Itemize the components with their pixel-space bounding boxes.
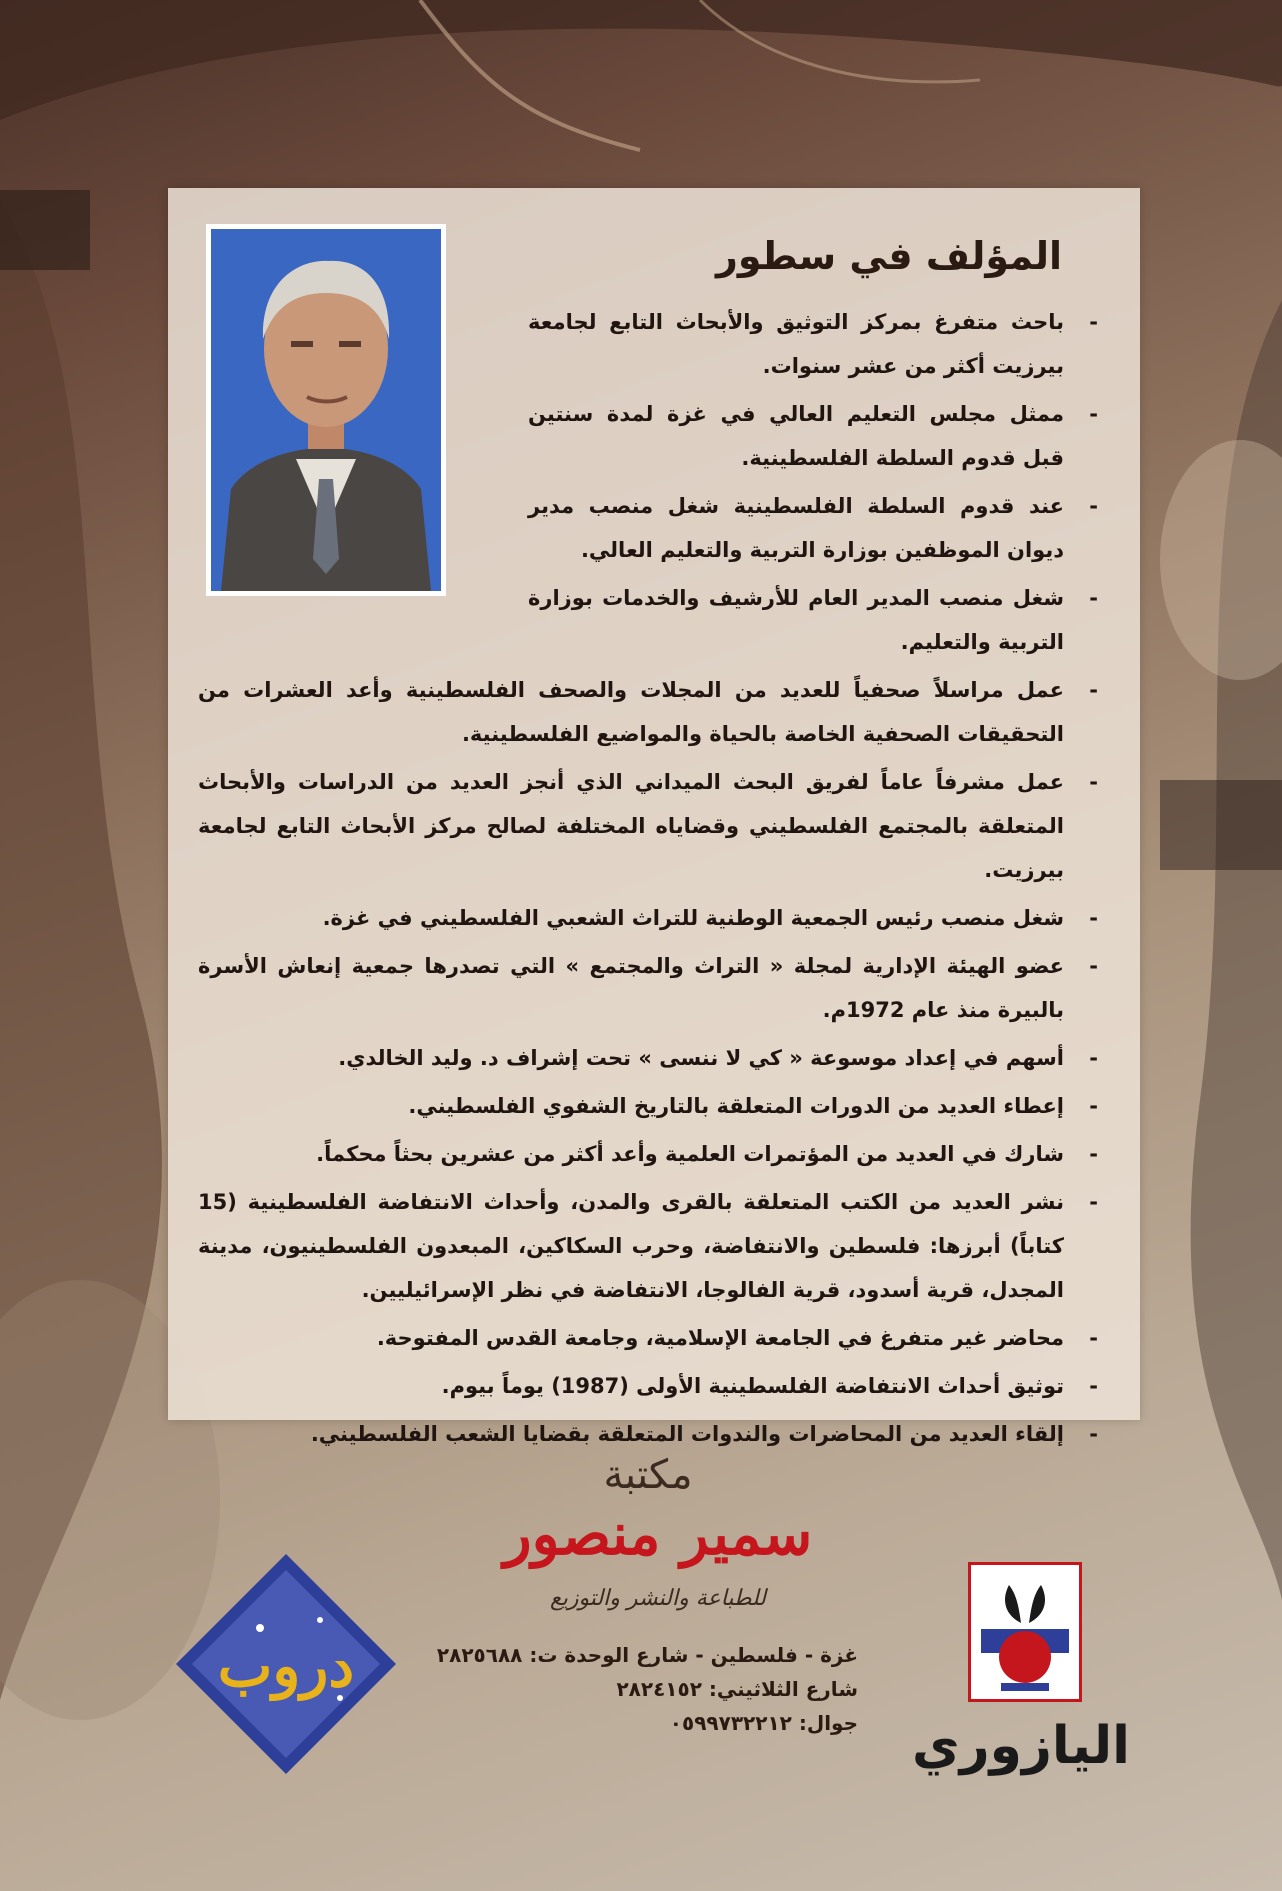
bio-item: - عضو الهيئة الإدارية لمجلة « التراث والمجتمع » التي تصدرها جمعية إنعاش الأسرة بالبيرة منذ عام 1972م. — [198, 944, 1098, 1032]
bio-item: - عند قدوم السلطة الفلسطينية شغل منصب مدير ديوان الموظفين بوزارة التربية والتعليم العالي. — [528, 484, 1098, 572]
bio-item: - إعطاء العديد من الدورات المتعلقة بالتاريخ الشفوي الفلسطيني. — [198, 1084, 1098, 1128]
publisher-label: مكتبة — [603, 1452, 693, 1498]
bio-item: - شارك في العديد من المؤتمرات العلمية وأعد أكثر من عشرين بحثاً محكماً. — [198, 1132, 1098, 1176]
bio-item: - باحث متفرغ بمركز التوثيق والأبحاث التابع لجامعة بيرزيت أكثر من عشر سنوات. — [528, 300, 1098, 388]
bio-item: - عمل مراسلاً صحفياً للعديد من المجلات والصحف الفلسطينية وأعد العشرات من التحقيقات الصحفية الخاصة بالحياة والمواضيع الفلسطينية. — [198, 668, 1098, 756]
bio-item: - شغل منصب رئيس الجمعية الوطنية للتراث الشعبي الفلسطيني في غزة. — [198, 896, 1098, 940]
mobile-line: جوال: ٠٥٩٩٧٣٢٢١٢ — [669, 1711, 858, 1735]
section-title: المؤلف في سطور — [716, 234, 1062, 278]
publisher-name: سمير منصور — [503, 1500, 813, 1568]
bio-item: - محاضر غير متفرغ في الجامعة الإسلامية، وجامعة القدس المفتوحة. — [198, 1316, 1098, 1360]
bio-list — [198, 300, 1098, 1460]
bio-item: - شغل منصب المدير العام للأرشيف والخدمات بوزارة التربية والتعليم. — [528, 576, 1098, 664]
publisher-contact — [428, 1638, 858, 1740]
duroob-logo-text: دروب — [217, 1632, 355, 1700]
author-bio-panel — [168, 188, 1140, 1446]
duroob-logo-icon — [170, 1548, 402, 1780]
yazouri-logo-icon — [968, 1562, 1082, 1702]
address-line: غزة - فلسطين - شارع الوحدة ت: ٢٨٢٥٦٨٨ — [436, 1643, 858, 1667]
bio-item: - أسهم في إعداد موسوعة « كي لا ننسى » تحت إشراف د. وليد الخالدي. — [198, 1036, 1098, 1080]
bio-item: - إلقاء العديد من المحاضرات والندوات المتعلقة بقضايا الشعب الفلسطيني. — [198, 1412, 1098, 1456]
street-line: شارع الثلاثيني: ٢٨٢٤١٥٢ — [616, 1677, 858, 1701]
bio-item: - نشر العديد من الكتب المتعلقة بالقرى والمدن، وأحداث الانتفاضة الفلسطينية (15 كتاباً) أبرزها: فلسطين والانتفاضة، وحرب السكاكين، المبعدون الفلسطينيون، مدينة المجدل، قرية أسدود، قرية الفالوجا، الانتفاضة في نظر الإسرائيليين. — [198, 1180, 1098, 1312]
yazouri-logo-text: اليازوري — [912, 1716, 1130, 1776]
bio-item: - عمل مشرفاً عاماً لفريق البحث الميداني الذي أنجز العديد من الدراسات والأبحاث المتعلقة بالمجتمع الفلسطيني وقضاياه المختلفة لصالح مركز الأبحاث التابع لجامعة بيرزيت. — [198, 760, 1098, 892]
bio-item: - توثيق أحداث الانتفاضة الفلسطينية الأولى (1987) يوماً بيوم. — [198, 1364, 1098, 1408]
bio-item: - ممثل مجلس التعليم العالي في غزة لمدة سنتين قبل قدوم السلطة الفلسطينية. — [528, 392, 1098, 480]
publisher-tagline: للطباعة والنشر والتوزيع — [549, 1586, 767, 1611]
